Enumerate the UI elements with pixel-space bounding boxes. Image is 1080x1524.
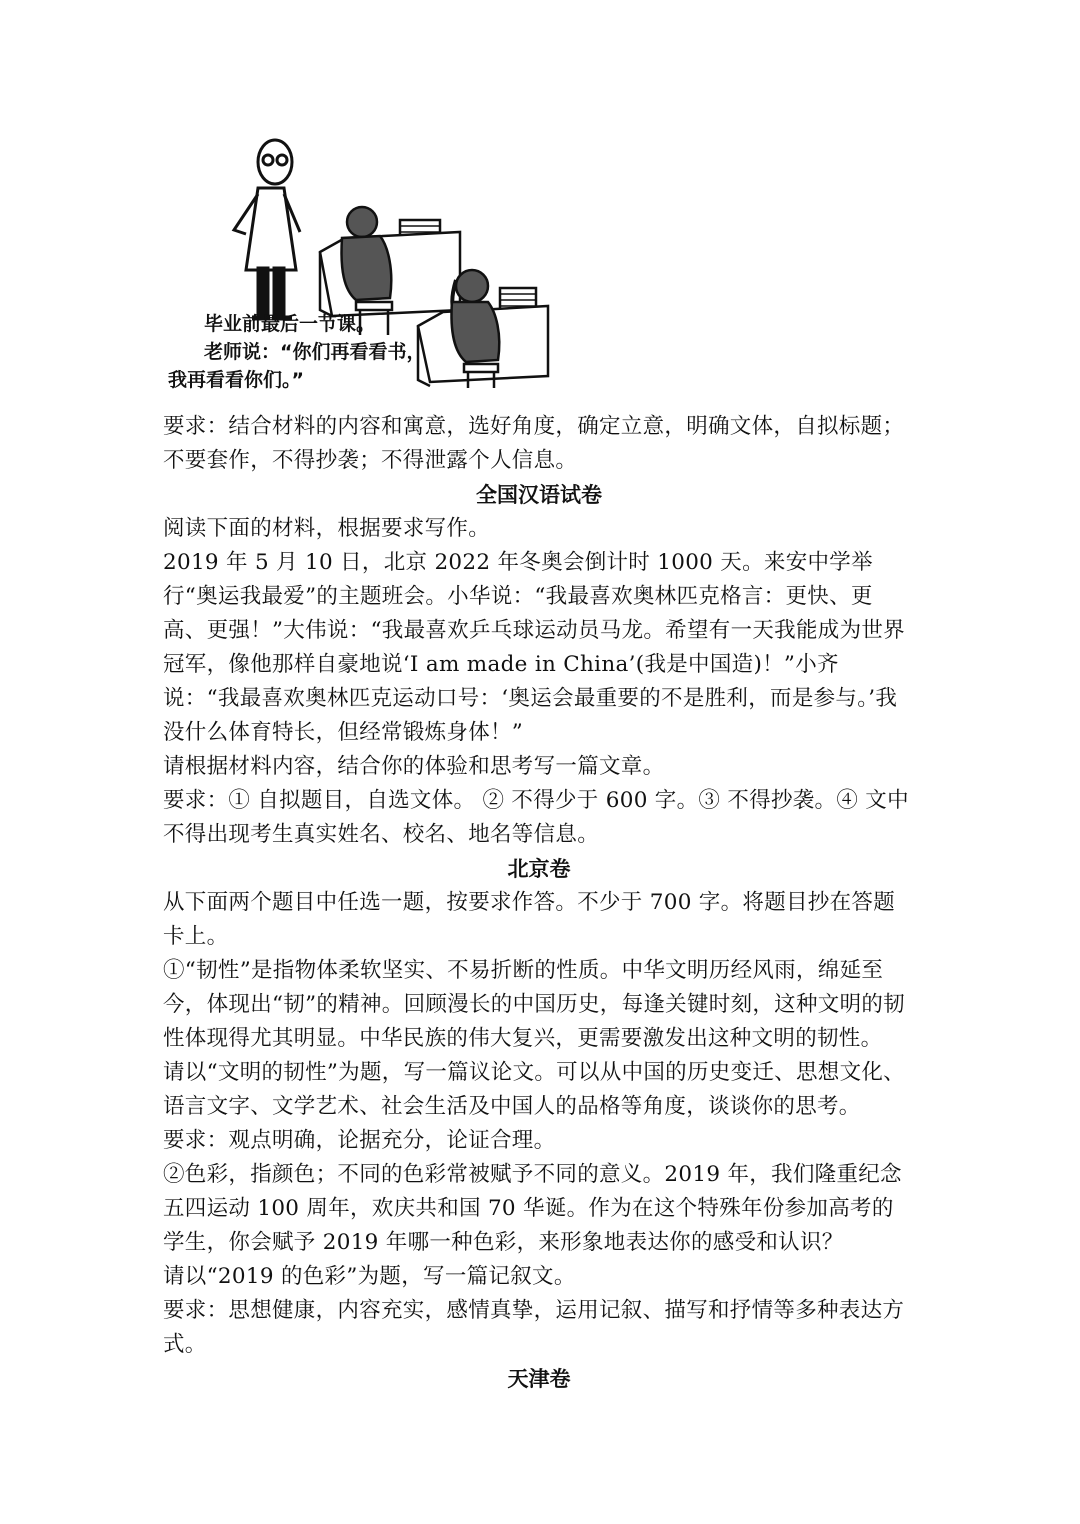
paragraph: 请以“文明的韧性”为题，写一篇议论文。可以从中国的历史变迁、思想文化、语言文字、文学艺术、社会生活及中国人的品格等角度，谈谈你的思考。 (163, 1060, 905, 1119)
paragraph: 2019 年 5 月 10 日，北京 2022 年冬奥会倒计时 1000 天。来安中学举行“奥运我最爱”的主题班会。小华说：“我最喜欢奥林匹克格言：更快、更高、更强！”大伟说：“我最喜欢乒乓球运动员马龙。希望有一天我能成为世界冠军，像他那样自豪地说‘I am made in China’(我是中国造)！”小齐说：“我最喜欢奥林匹克运动口号：‘奥运会最重要的不是胜利，而是参与。’我没什么体育特长，但经常锻炼身体！” (163, 550, 905, 745)
cartoon-caption-line-3: 我再看看你们。” (168, 369, 304, 391)
section-heading-tianjin: 天津卷 (507, 1367, 571, 1391)
cartoon-drawing (160, 130, 560, 400)
paragraph: 请以“2019 的色彩”为题，写一篇记叙文。 (163, 1264, 576, 1289)
paragraph: 请根据材料内容，结合你的体验和思考写一篇文章。 (163, 754, 665, 779)
paragraph: 要求：思想健康，内容充实，感情真挚，运用记叙、描写和抒情等多种表达方式。 (163, 1298, 905, 1357)
section-heading-quanguo-hanyu: 全国汉语试卷 (476, 483, 602, 507)
paragraph: 要求：观点明确，论据充分，论证合理。 (163, 1128, 556, 1153)
cartoon-illustration (160, 130, 560, 400)
paragraph: 阅读下面的材料，根据要求写作。 (163, 516, 491, 541)
cartoon-caption-line-1: 毕业前最后一节课。 (204, 313, 376, 335)
intro-requirement: 要求：结合材料的内容和寓意，选好角度，确定立意，明确文体，自拟标题；不要套作，不得抄袭；不得泄露个人信息。 (163, 414, 905, 473)
document-body (163, 410, 915, 1396)
cartoon-caption-line-2: 老师说：“你们再看看书， (204, 341, 426, 363)
section-heading-beijing: 北京卷 (507, 857, 571, 881)
paragraph: 要求：① 自拟题目，自选文体。 ② 不得少于 600 字。③ 不得抄袭。④ 文中不得出现考生真实姓名、校名、地名等信息。 (163, 788, 909, 847)
paragraph: ②色彩，指颜色；不同的色彩常被赋予不同的意义。2019 年，我们隆重纪念五四运动 100 周年，欢庆共和国 70 华诞。作为在这个特殊年份参加高考的学生，你会赋予 2019 年哪一种色彩，来形象地表达你的感受和认识？ (163, 1162, 902, 1255)
paragraph: ①“韧性”是指物体柔软坚实、不易折断的性质。中华文明历经风雨，绵延至今，体现出“韧”的精神。回顾漫长的中国历史，每逢关键时刻，这种文明的韧性体现得尤其明显。中华民族的伟大复兴，更需要激发出这种文明的韧性。 (163, 958, 905, 1051)
paragraph: 从下面两个题目中任选一题，按要求作答。不少于 700 字。将题目抄在答题卡上。 (163, 890, 896, 949)
